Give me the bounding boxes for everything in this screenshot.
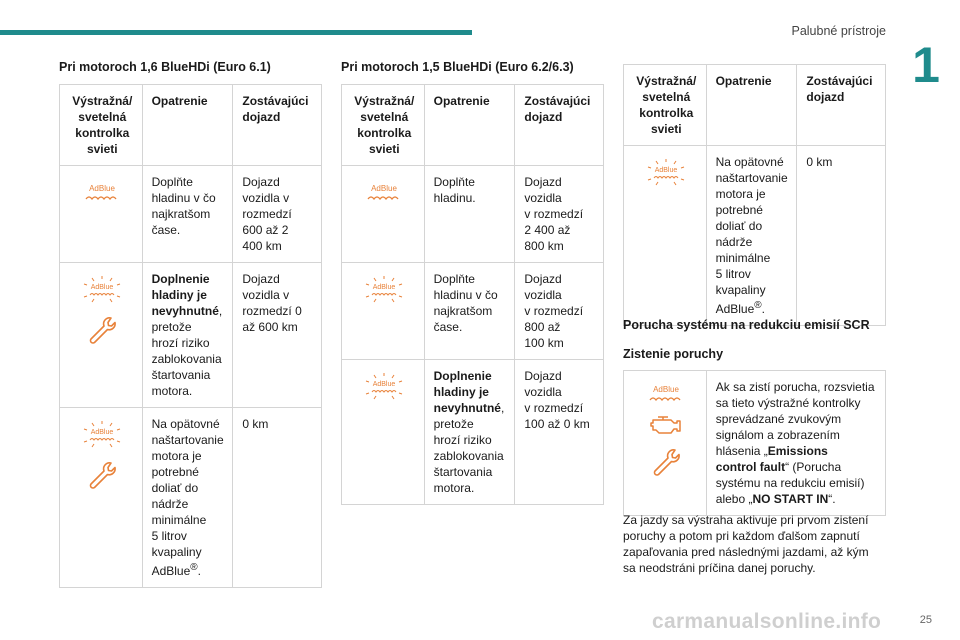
table-row xyxy=(60,166,322,263)
table-row xyxy=(60,263,322,408)
table1-title: Pri motoroch 1,6 BlueHDi (Euro 6.1) xyxy=(59,60,271,74)
range-cell: 0 km xyxy=(233,408,322,588)
svg-text:AdBlue: AdBlue xyxy=(90,284,114,291)
table2-header-action: Opatrenie xyxy=(424,85,515,166)
table1 xyxy=(59,84,322,588)
range-cell: 0 km xyxy=(797,146,886,326)
table-row xyxy=(342,360,604,505)
svg-text:AdBlue: AdBlue xyxy=(653,385,680,394)
table1-header-action: Opatrenie xyxy=(142,85,233,166)
table3-header-action: Opatrenie xyxy=(706,65,797,146)
range-cell: Dojazd vozidla v rozmedzí 600 až 2 400 km xyxy=(233,166,322,263)
indicator-cell xyxy=(60,166,143,263)
indicator-cell xyxy=(60,263,143,408)
action-cell: Na opätovné naštartovanie motora je potrebné doliať do nádrže minimálne 5 litrov kvapaliny AdBlue®. xyxy=(142,408,233,588)
table2-header-row xyxy=(342,85,604,166)
wrench-icon xyxy=(87,315,117,345)
scr-fault-heading: Porucha systému na redukciu emisií SCR xyxy=(623,318,870,332)
header-accent-bar xyxy=(0,30,472,35)
svg-text:AdBlue: AdBlue xyxy=(654,167,678,174)
table3-header-indicator: Výstražná/ svetelná kontrolka svieti xyxy=(624,65,707,146)
table-row xyxy=(342,166,604,263)
table2 xyxy=(341,84,604,505)
svg-text:AdBlue: AdBlue xyxy=(373,284,396,291)
svg-text:AdBlue: AdBlue xyxy=(89,184,116,193)
table1-header-range: Zostávajúci dojazd xyxy=(233,85,322,166)
adblue-blinking-icon xyxy=(362,275,406,303)
page-number: 25 xyxy=(919,614,932,626)
range-cell: Dojazd vozidla v rozmedzí 2 400 až 800 km xyxy=(515,166,604,263)
indicator-cell xyxy=(342,360,425,505)
table1-header-indicator: Výstražná/ svetelná kontrolka svieti xyxy=(60,85,143,166)
table3-header-range: Zostávajúci dojazd xyxy=(797,65,886,146)
adblue-icon xyxy=(364,182,404,206)
table-row xyxy=(60,408,322,588)
table-row xyxy=(342,263,604,360)
table2-header-range: Zostávajúci dojazd xyxy=(515,85,604,166)
action-cell: Doplňte hladinu v čo najkratšom čase. xyxy=(424,263,515,360)
table1-header-row xyxy=(60,85,322,166)
indicator-cell xyxy=(342,166,425,263)
wrench-icon xyxy=(651,447,681,477)
watermark: carmanualsonline.info xyxy=(652,610,882,633)
adblue-icon xyxy=(82,182,122,206)
action-cell: Doplňte hladinu v čo najkratšom čase. xyxy=(142,166,233,263)
fault-detection-subheading: Zistenie poruchy xyxy=(623,347,724,361)
svg-text:AdBlue: AdBlue xyxy=(371,184,398,193)
adblue-blinking-icon xyxy=(644,158,688,186)
range-cell: Dojazd vozidla v rozmedzí 800 až 100 km xyxy=(515,263,604,360)
indicator-cell xyxy=(342,263,425,360)
action-cell: Doplnenie hladiny je nevyhnutné, pretože hrozí riziko zablokovania štartovania motora. xyxy=(424,360,515,505)
engine-icon xyxy=(649,413,683,439)
svg-text:AdBlue: AdBlue xyxy=(373,381,396,388)
table-row xyxy=(624,146,886,326)
adblue-blinking-icon xyxy=(80,420,124,448)
table2-title: Pri motoroch 1,5 BlueHDi (Euro 6.2/6.3) xyxy=(341,60,574,74)
adblue-icon xyxy=(646,383,686,405)
table-row xyxy=(624,371,886,516)
adblue-blinking-icon xyxy=(80,275,124,303)
adblue-blinking-icon xyxy=(362,372,406,400)
fault-paragraph: Za jazdy sa výstraha aktivuje pri prvom zistení poruchy a potom pri každom ďalšom zapnutí zapaľovania pred následnými jazdami, až kým sa neodstráni príčina danej poruchy. xyxy=(623,513,869,575)
action-cell: Na opätovné naštartovanie motora je potrebné doliať do nádrže minimálne 5 litrov kvapaliny AdBlue®. xyxy=(706,146,797,326)
chapter-number: 1 xyxy=(912,37,940,93)
indicator-cell xyxy=(624,371,707,516)
range-cell: Dojazd vozidla v rozmedzí 100 až 0 km xyxy=(515,360,604,505)
range-cell: Dojazd vozidla v rozmedzí 0 až 600 km xyxy=(233,263,322,408)
svg-text:AdBlue: AdBlue xyxy=(90,429,114,436)
table3 xyxy=(623,64,886,326)
scr-fault-table xyxy=(623,370,886,516)
page-header-title: Palubné prístroje xyxy=(791,24,886,38)
table3-header-row xyxy=(624,65,886,146)
action-cell: Doplňte hladinu. xyxy=(424,166,515,263)
table2-header-indicator: Výstražná/ svetelná kontrolka svieti xyxy=(342,85,425,166)
action-cell: Doplnenie hladiny je nevyhnutné, pretože hrozí riziko zablokovania štartovania motora. xyxy=(142,263,233,408)
wrench-icon xyxy=(87,460,117,490)
indicator-cell xyxy=(60,408,143,588)
indicator-cell xyxy=(624,146,707,326)
fault-description-cell: Ak sa zistí porucha, rozsvietia sa tieto výstražné kontrolky sprevádzané zvukovým signálom a zobrazením hlásenia „Emissions control fault“ (Porucha systému na redukciu emisií) alebo „NO START IN“. xyxy=(706,371,885,516)
